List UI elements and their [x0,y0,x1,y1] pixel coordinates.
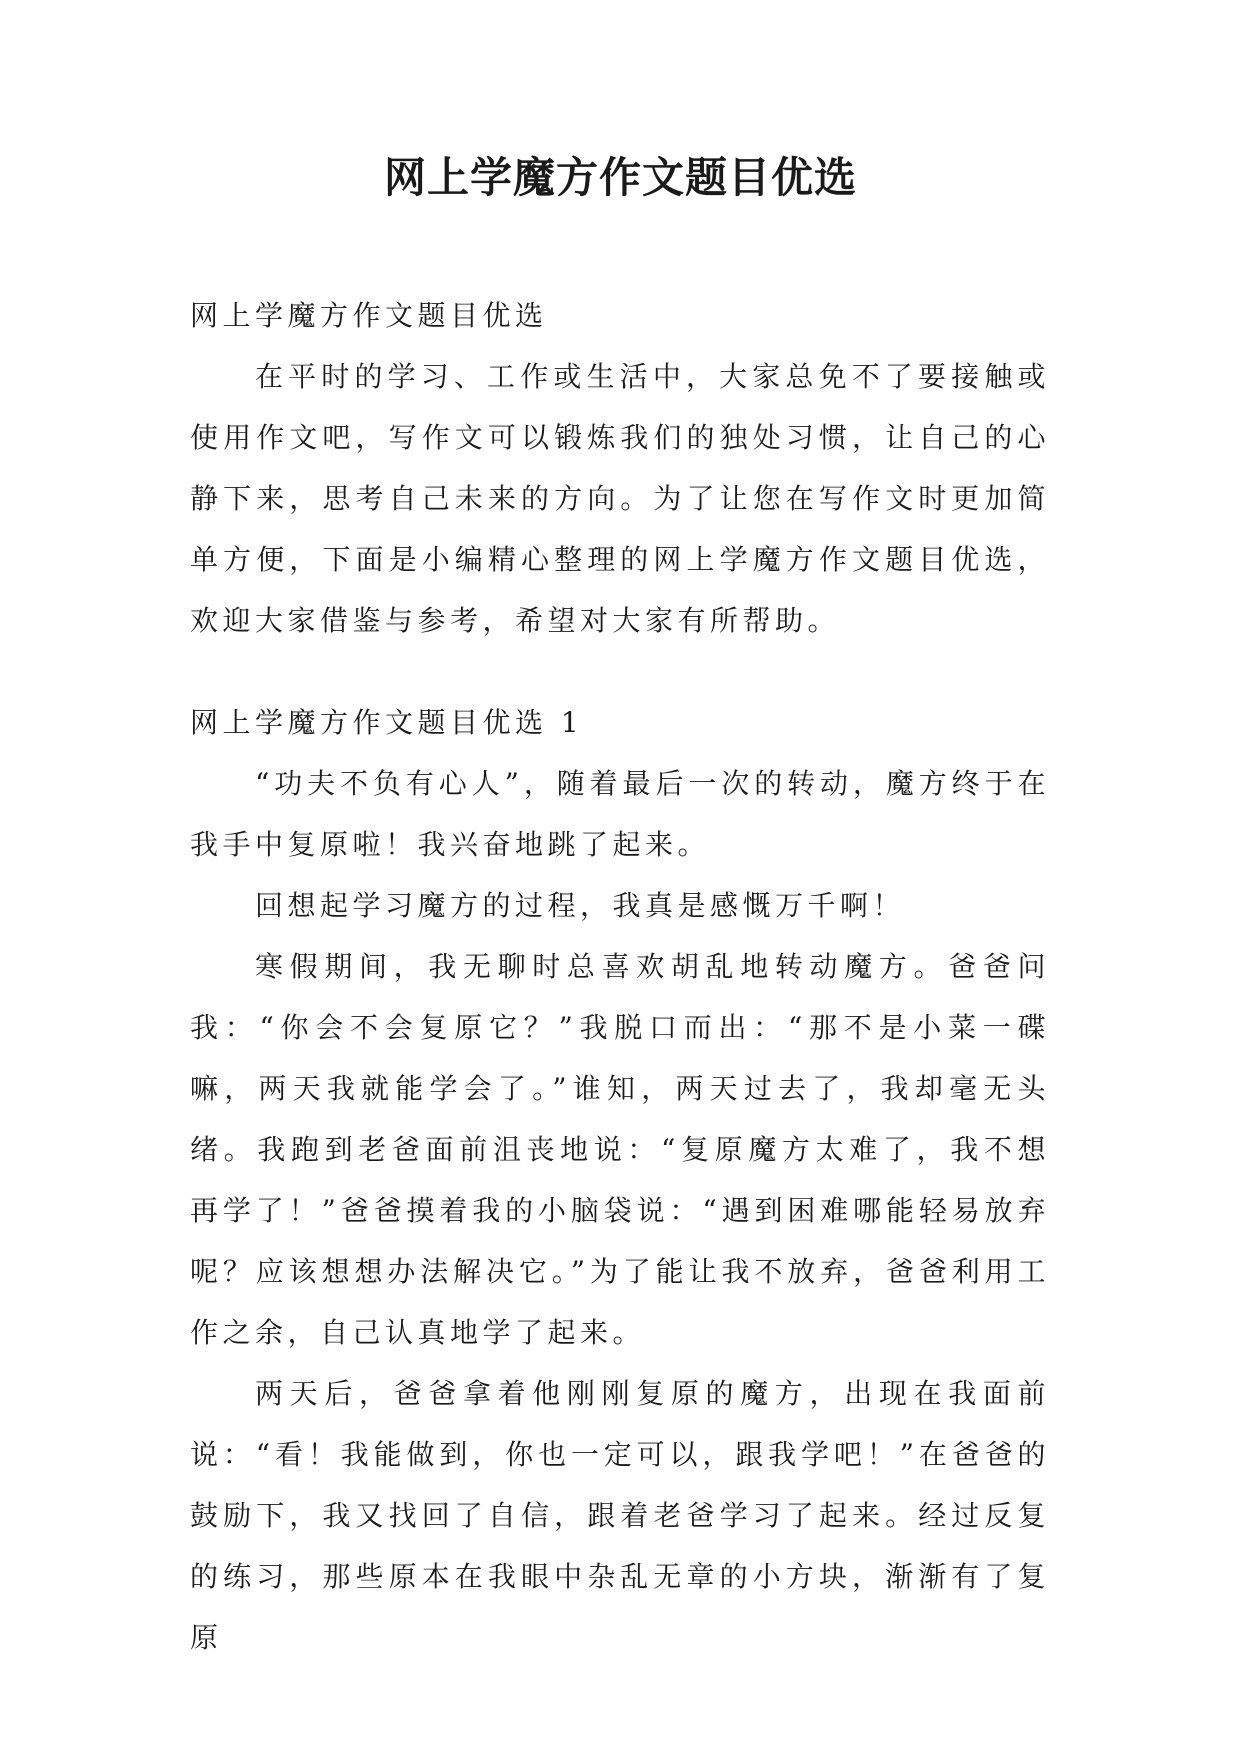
intro-section [190,285,1050,651]
section-1-heading: 网上学魔方作文题目优选 1 [190,706,584,739]
document-title: 网上学魔方作文题目优选 [383,153,857,202]
section-1-paragraph: “功夫不负有心人”，随着最后一次的转动，魔方终于在我手中复原啦！我兴奋地跳了起来。 [190,767,1050,861]
section-1-paragraph: 两天后，爸爸拿着他刚刚复原的魔方，出现在我面前说：“看！我能做到，你也一定可以，跟我学吧！”在爸爸的鼓励下，我又找回了自信，跟着老爸学习了起来。经过反复的练习，那些原本在我眼中杂乱无章的小方块，渐渐有了复原 [190,1377,1050,1654]
section-1-paragraph: 寒假期间，我无聊时总喜欢胡乱地转动魔方。爸爸问我：“你会不会复原它？”我脱口而出：“那不是小菜一碟嘛，两天我就能学会了。”谁知，两天过去了，我却毫无头绪。我跑到老爸面前沮丧地说：“复原魔方太难了，我不想再学了！”爸爸摸着我的小脑袋说：“遇到困难哪能轻易放弃呢？应该想想办法解决它。”为了能让我不放弃，爸爸利用工作之余，自己认真地学了起来。 [190,950,1050,1349]
intro-paragraph: 在平时的学习、工作或生活中，大家总免不了要接触或使用作文吧，写作文可以锻炼我们的独处习惯，让自己的心静下来，思考自己未来的方向。为了让您在写作文时更加简单方便，下面是小编精心整理的网上学魔方作文题目优选，欢迎大家借鉴与参考，希望对大家有所帮助。 [190,360,1050,637]
section-1 [190,692,1050,1668]
section-1-paragraph: 回想起学习魔方的过程，我真是感慨万千啊！ [255,889,906,922]
intro-heading: 网上学魔方作文题目优选 [190,299,548,332]
